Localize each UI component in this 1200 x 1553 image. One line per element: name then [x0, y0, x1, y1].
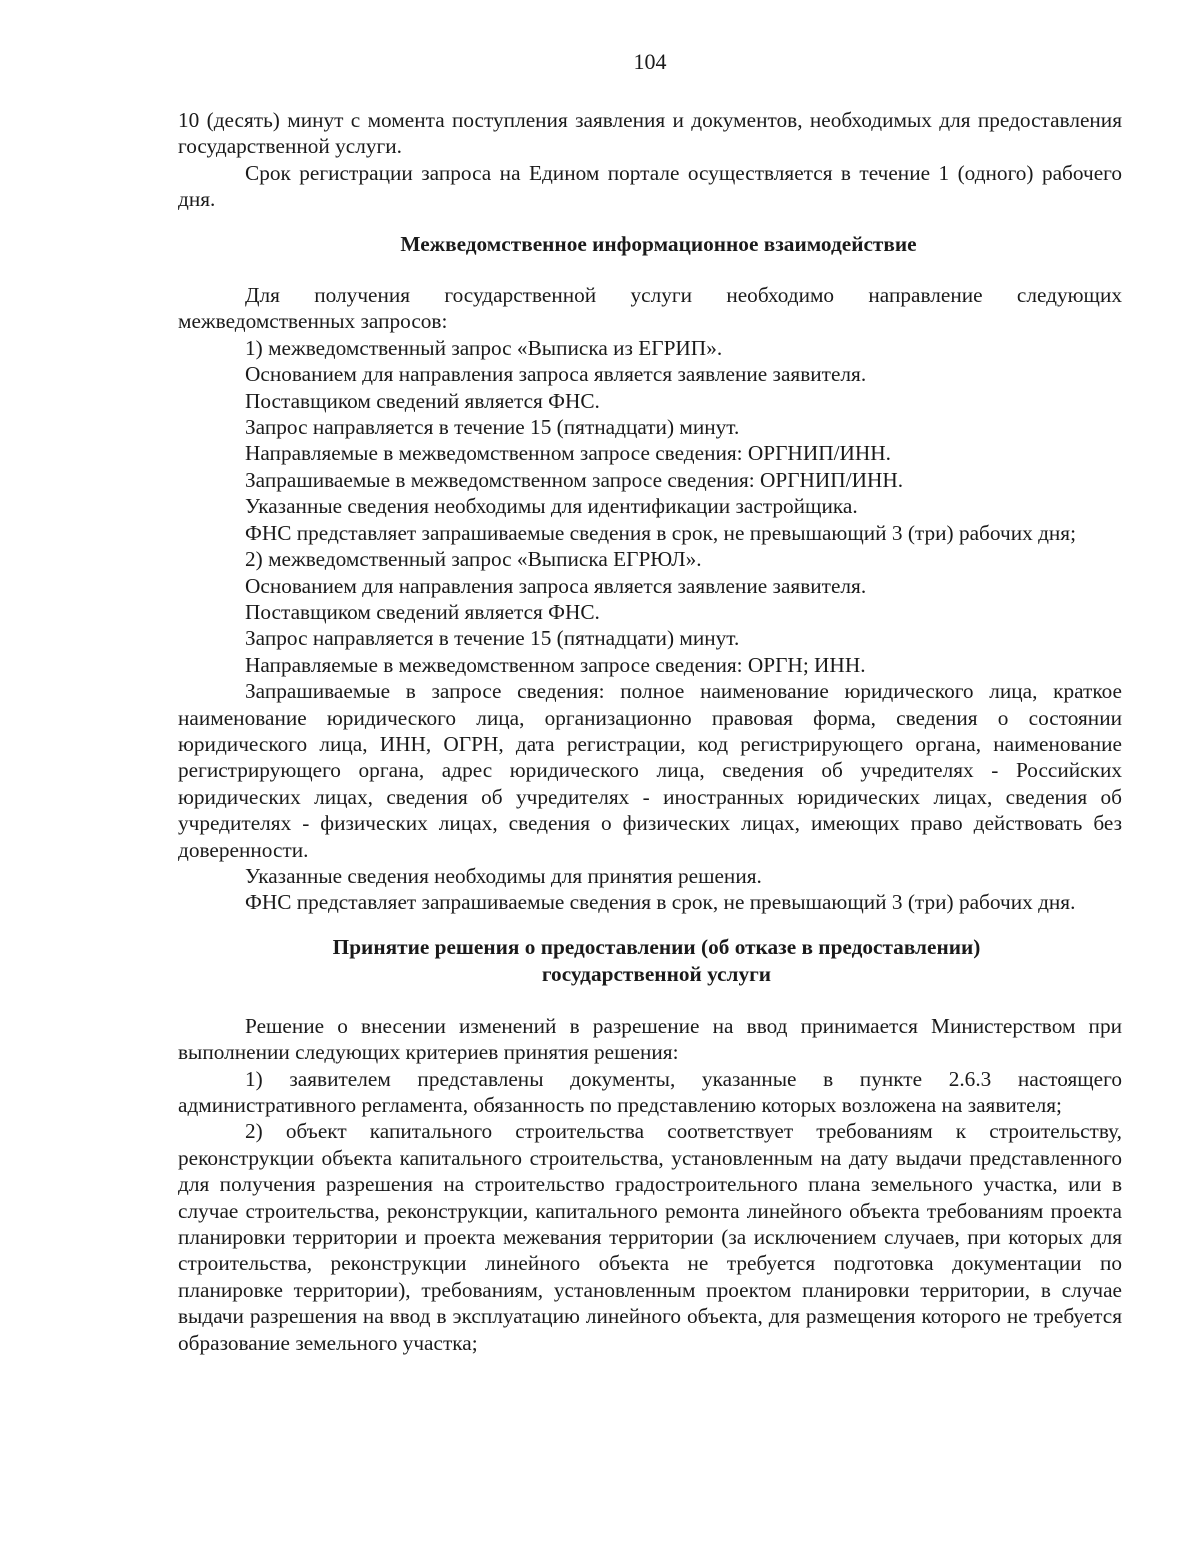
request-2-timing: Запрос направляется в течение 15 (пятнадцати) минут.: [245, 626, 740, 651]
request-2-sent-data: Направляемые в межведомственном запросе сведения: ОРГН; ИНН.: [245, 652, 866, 677]
heading-decision-line-1: Принятие решения о предоставлении (об отказе в предоставлении): [332, 934, 981, 959]
request-1-timing: Запрос направляется в течение 15 (пятнадцати) минут.: [245, 415, 740, 440]
paragraph-registration-term: Срок регистрации запроса на Едином портале осуществляется в течение 1 (одного) рабочего дня.: [178, 160, 1122, 212]
request-1-requested-data: Запрашиваемые в межведомственном запросе сведения: ОРГНИП/ИНН.: [245, 467, 904, 492]
request-2-title: 2) межведомственный запрос «Выписка ЕГРЮЛ».: [245, 547, 702, 572]
request-2-purpose: Указанные сведения необходимы для принятия решения.: [245, 863, 762, 888]
heading-decision-line-2: государственной услуги: [541, 961, 772, 986]
request-1-title: 1) межведомственный запрос «Выписка из ЕГРИП».: [245, 335, 723, 360]
heading-interagency: Межведомственное информационное взаимодействие: [400, 231, 917, 256]
request-1-purpose: Указанные сведения необходимы для идентификации застройщика.: [245, 494, 858, 519]
paragraph-continuation: 10 (десять) минут с момента поступления заявления и документов, необходимых для предоставления государственной услуги.: [178, 108, 1122, 159]
request-1-provider: Поставщиком сведений является ФНС.: [245, 388, 600, 413]
decision-criterion-1: 1) заявителем представлены документы, указанные в пункте 2.6.3 настоящего административного регламента, обязанность по представлению которых возложена на заявителя;: [178, 1066, 1122, 1117]
interagency-intro: Для получения государственной услуги необходимо направление следующих межведомственных запросов:: [178, 283, 1122, 334]
decision-intro: Решение о внесении изменений в разрешение на ввод принимается Министерством при выполнении следующих критериев принятия решения:: [178, 1013, 1122, 1065]
decision-criterion-2: 2) объект капитального строительства соответствует требованиям к строительству, реконструкции объекта капитального строительства, установленным на дату выдачи представленного для получения разрешения на строительство градостроительного плана земельного участка, или в случае строительства, реконструкции, капитального ремонта линейного объекта требованиям проекта планировки территории и проекта межевания территории (за исключением случаев, при которых для строительства, реконструкции линейного объекта не требуется подготовка документации по планировке территории), требованиям, установленным проектом планировки территории, в случае выдачи разрешения на ввод в эксплуатацию линейного объекта, для размещения которого не требуется образование земельного участка;: [178, 1119, 1122, 1355]
request-1-basis: Основанием для направления запроса является заявление заявителя.: [245, 362, 867, 387]
request-2-basis: Основанием для направления запроса является заявление заявителя.: [245, 573, 867, 598]
request-2-deadline: ФНС представляет запрашиваемые сведения в срок, не превышающий 3 (три) рабочих дня.: [245, 890, 1076, 915]
request-1-deadline: ФНС представляет запрашиваемые сведения в срок, не превышающий 3 (три) рабочих дня;: [245, 520, 1077, 545]
document-body: [178, 107, 1122, 1356]
heading-decision: [178, 934, 1122, 988]
page-number: 104: [633, 49, 667, 74]
request-1-sent-data: Направляемые в межведомственном запросе сведения: ОРГНИП/ИНН.: [245, 441, 891, 466]
request-2-requested-data: Запрашиваемые в запросе сведения: полное наименование юридического лица, краткое наименование юридического лица, организационно правовая форма, сведения о состоянии юридического лица, ИНН, ОГРН, дата регистрации, код регистрирующего органа, наименование регистрирующего органа, адрес юридического лица, сведения об учредителях - Российских юридических лицах, сведения об учредителях - иностранных юридических лицах, сведения об учредителях - физических лицах, сведения о физических лицах, имеющих право действовать без доверенности.: [178, 679, 1122, 862]
request-2-provider: Поставщиком сведений является ФНС.: [245, 599, 600, 624]
